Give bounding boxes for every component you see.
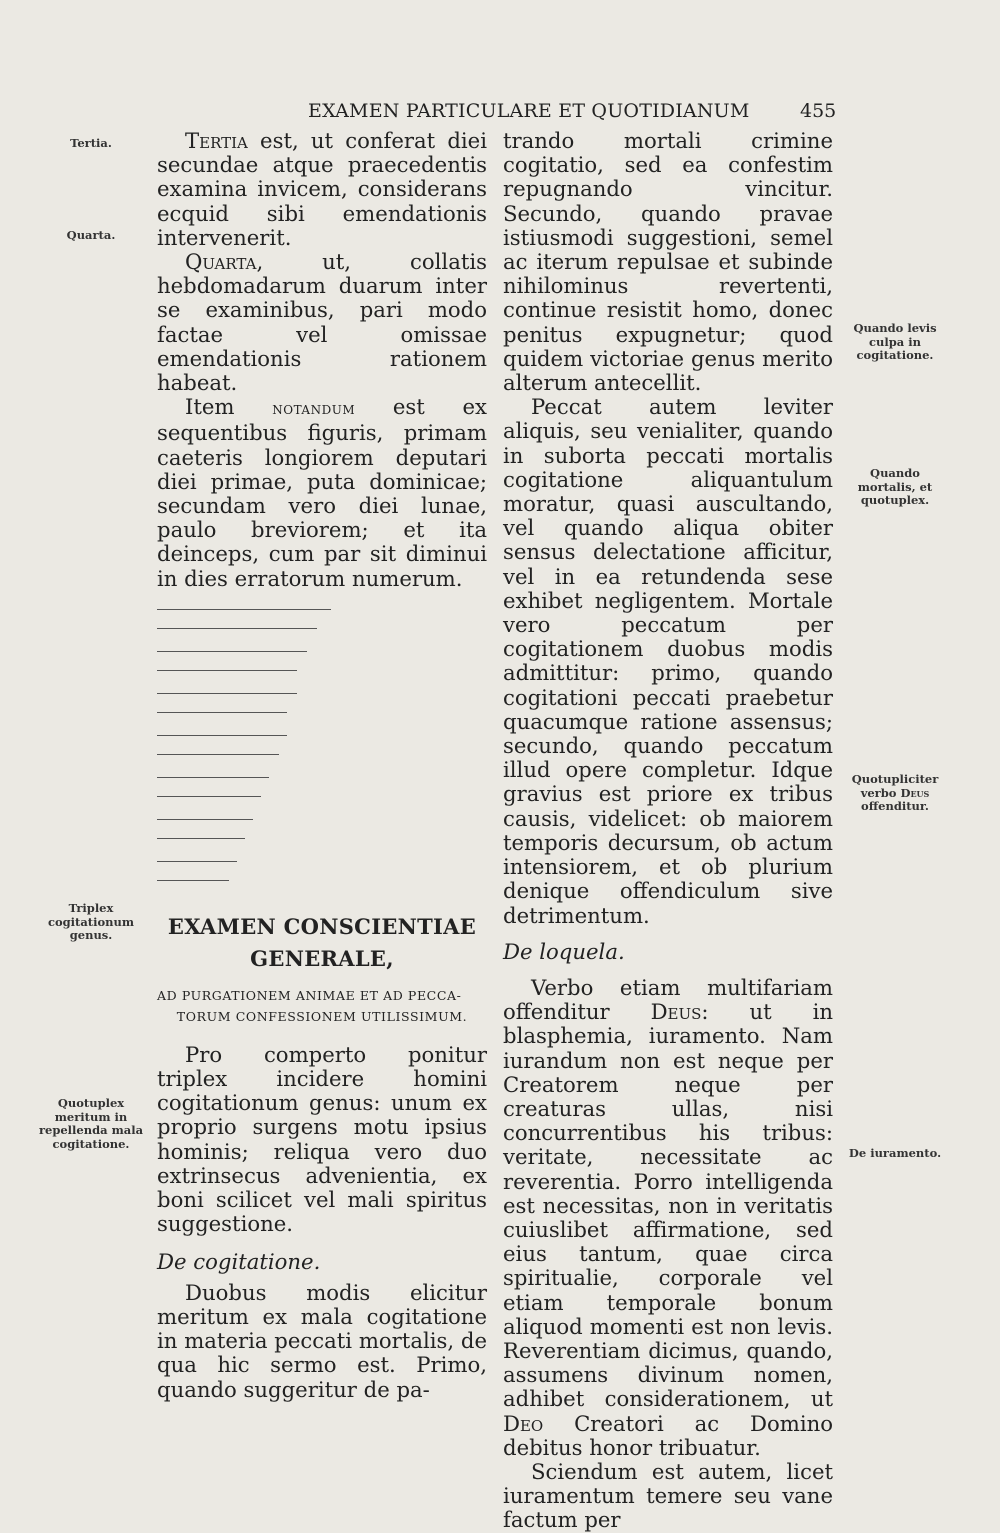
paragraph-item-notandum: Item notandum est ex sequentibus figuris, primam caeteris longiorem deputari diei primae, puta dominicae; secundam vero diei lunae, paulo breviorem; et ita deinceps, cum par sit diminui in dies erratorum numerum. — [157, 394, 487, 591]
examination-lines — [157, 609, 487, 881]
running-header: EXAMEN PARTICULARE ET QUOTIDIANUM — [308, 100, 750, 122]
margin-note-quotupliciter: Quotupliciter verbo Deus offenditur. — [851, 772, 939, 813]
section-title-line-2: GENERALE, — [250, 945, 394, 971]
right-column — [503, 129, 833, 1533]
page-number: 455 — [800, 100, 837, 122]
line-day-2b — [157, 670, 297, 671]
line-day-4 — [157, 735, 287, 736]
margin-note-triplex: Triplex cogitationum genus. — [47, 901, 135, 942]
margin-note-tertia: Tertia. — [70, 136, 112, 150]
line-day-6 — [157, 819, 253, 820]
margin-note-levis: Quando levis culpa in cogitatione. — [853, 321, 937, 362]
line-day-3 — [157, 693, 297, 694]
section-title-line-1: EXAMEN CONSCIENTIAE — [167, 913, 477, 939]
line-day-1 — [157, 609, 331, 610]
margin-note-mortalis: Quando mortalis, et quotuplex. — [857, 466, 933, 507]
line-day-5 — [157, 777, 269, 778]
line-day-3b — [157, 712, 287, 713]
line-day-5b — [157, 796, 261, 797]
line-day-1b — [157, 628, 317, 629]
line-day-7 — [157, 861, 237, 862]
subhead-de-cogitatione: De cogitatione. — [157, 1249, 321, 1275]
paragraph-triplex: Pro comperto ponitur triplex incidere homini cogitationum genus: unum ex proprio surgens motu ipsius hominis; reliqua vero duo extrinsecus advenientia, ex boni scilicet vel mali spiritus suggestione. — [157, 1041, 487, 1237]
paragraph-quarta: Quarta, ut, collatis hebdomadarum duarum inter se examinibus, pari modo factae vel omissae emendationis rationem habeat. — [157, 249, 487, 396]
section-subtitle-line-1: AD PURGATIONEM ANIMAE ET AD PECCA- — [157, 987, 462, 1003]
paragraph-sciendum: Sciendum est autem, licet iuramentum temere seu vane factum per — [503, 1458, 833, 1533]
line-day-2 — [157, 651, 307, 652]
paragraph-peccat-autem: Peccat autem leviter aliquis, seu venialiter, quando in suborta peccati mortalis cogitatione aliquantulum moratur, quasi auscultando, vel quando aliqua obiter sensus delectatione afficitur, vel in ea retundenda sese exhibet negligentem. Mortale vero peccatum per cogitationem duobus modis admittitur: primo, quando cogitationi peccati praebetur quacumque ratione assensus; secundo, quando peccatum illud opere completur. Idque gravius est priore ex tribus causis, videlicet: ob maiorem temporis decursum, ob actum intensiorem, et ob plurium denique offendiculum sive detrimentum. — [503, 394, 833, 928]
margin-note-quotuplex: Quotuplex meritum in repellenda mala cogitatione. — [38, 1096, 144, 1151]
margin-note-quarta: Quarta. — [66, 228, 116, 242]
section-subtitle-line-2: TORUM CONFESSIONEM UTILISSIMUM. — [176, 1008, 468, 1024]
paragraph-verbo-etiam: Verbo etiam multifariam offenditur Deus: ut in blasphemia, iuramento. Nam iurandum non est neque per Creatorem neque per creaturas ullas, nisi concurrentibus his tribus: veritate, necessitate ac reverentia. Porro intelligenda est necessitas, non in veritatis cuiuslibet affirmatione, sed eius tantum, quae circa spiritualie, corporale vel etiam temporale bonum aliquod momenti est non levis. Reverentiam dicimus, quando, assumens divinum nomen, adhibet considerationem, ut Deo Creatori ac Domino debitus honor tribuatur. — [503, 974, 833, 1460]
margin-note-iuramento: De iuramento. — [848, 1146, 942, 1160]
left-column — [157, 129, 487, 1402]
paragraph-trando: trando mortali crimine cogitatio, sed ea confestim repugnando vincitur. Secundo, quando pravae istiusmodi suggestioni, semel ac iterum repulsae et subinde nihilominus revertenti, continue resistit homo, donec penitus expugnetur; quod quidem victoriae genus merito alterum antecellit. — [503, 128, 833, 396]
line-day-7b — [157, 880, 229, 881]
paragraph-duobus-modis: Duobus modis elicitur meritum ex mala cogitatione in materia peccati mortalis, de qua hic sermo est. Primo, quando suggeritur de pa- — [157, 1279, 487, 1402]
paragraph-tertia: Tertia est, ut conferat diei secundae atque praecedentis examina invicem, considerans ecquid sibi emendationis intervenerit. — [157, 128, 487, 250]
subhead-de-loquela: De loquela. — [503, 938, 625, 964]
line-day-4b — [157, 754, 279, 755]
line-day-6b — [157, 838, 245, 839]
